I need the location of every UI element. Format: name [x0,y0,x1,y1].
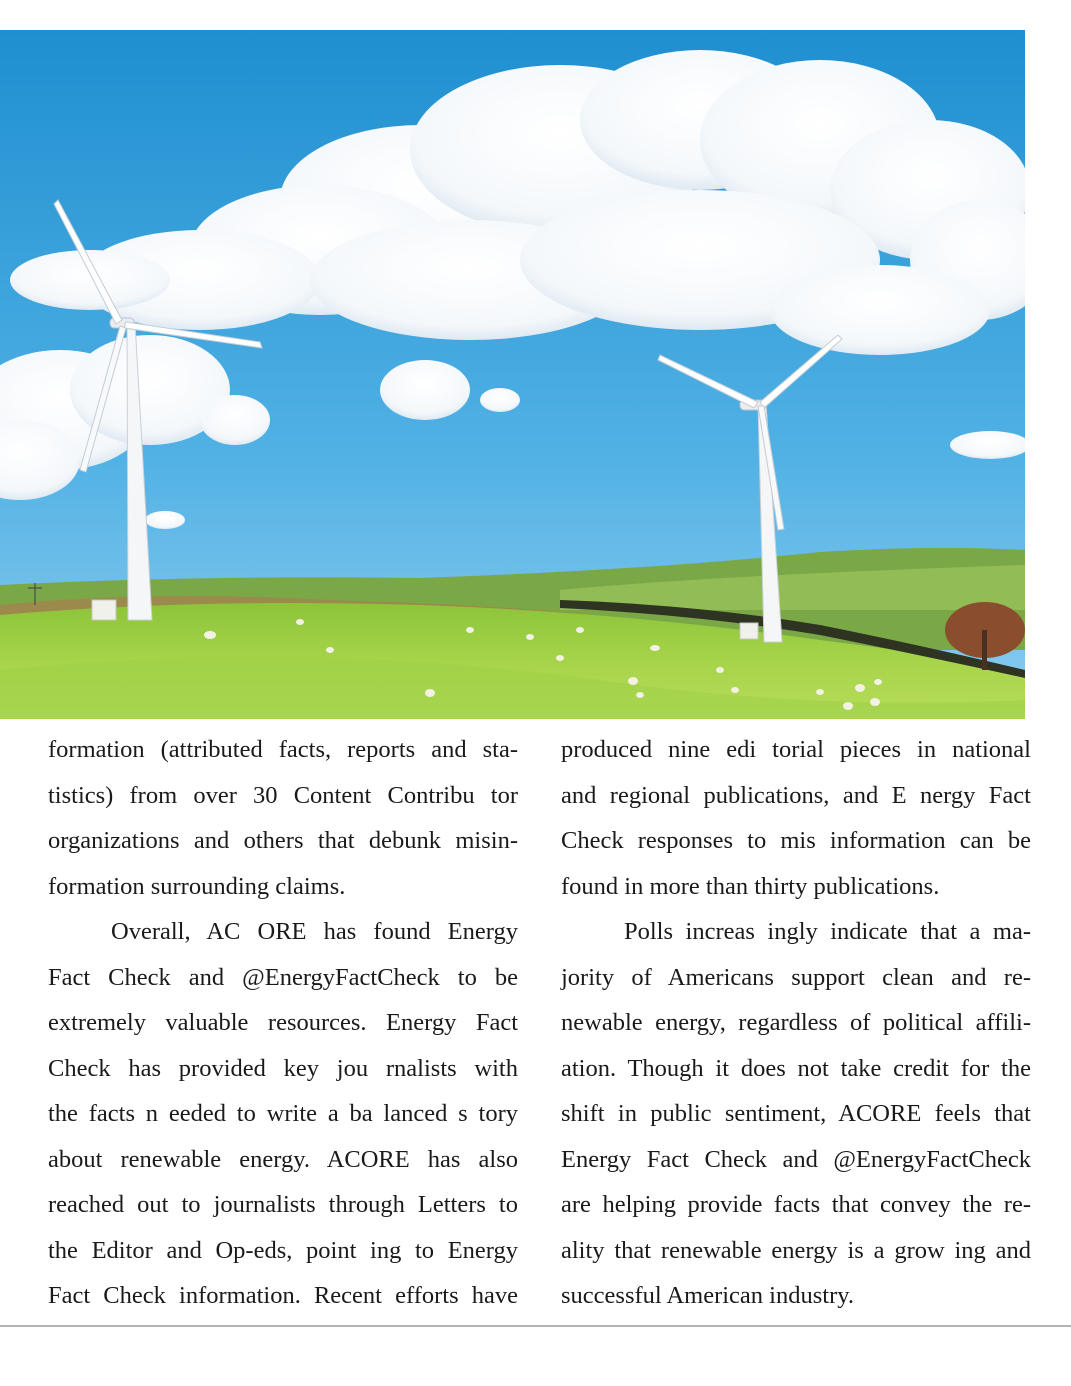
text-line: newable energy, regardless of political affili- [561,1009,1031,1036]
text-line: successful American industry. [561,1282,855,1309]
wind-turbine-photo-illustration [0,30,1025,719]
text-line: the Editor and Op-eds, point ing to Energy [48,1236,518,1264]
text-line: tistics) from over 30 Content Contribu tor [48,781,518,809]
text-line: produced nine edi torial pieces in national [561,736,1031,763]
text-line: Fact Check information. Recent efforts have [48,1282,518,1309]
text-line: and regional publications, and E nergy Fact [561,781,1031,809]
text-line: extremely valuable resources. Energy Fact [48,1009,518,1036]
wind-turbine-photo [0,30,1025,719]
text-line: shift in public sentiment, ACORE feels that [561,1100,1031,1127]
text-line: Check has provided key jou rnalists with [48,1054,518,1082]
text-line: Energy Fact Check and @EnergyFactCheck [561,1145,1031,1173]
text-line: Check responses to mis information can be [561,827,1031,854]
text-line: organizations and others that debunk misin- [48,827,518,854]
text-line: the facts n eeded to write a ba lanced s tory [48,1100,518,1127]
text-column-left [48,727,518,1319]
text-column-right [561,727,1031,1319]
text-line: Fact Check and @EnergyFactCheck to be [48,963,518,991]
text-line: found in more than thirty publications. [561,872,940,900]
text-line: Polls increas ingly indicate that a ma- [624,918,1031,945]
text-line: jority of Americans support clean and re- [561,963,1031,991]
text-line: ation. Though it does not take credit for the [561,1054,1031,1082]
text-line: reached out to journalists through Letters to [48,1191,518,1218]
text-line: formation (attributed facts, reports and sta- [48,736,518,763]
text-line: about renewable energy. ACORE has also [48,1145,518,1173]
text-line: formation surrounding claims. [48,872,346,900]
text-line: Overall, AC ORE has found Energy [111,918,518,945]
text-line: ality that renewable energy is a grow ing and [561,1236,1031,1264]
footer-divider [0,1325,1071,1327]
text-line: are helping provide facts that convey the re- [561,1191,1031,1218]
